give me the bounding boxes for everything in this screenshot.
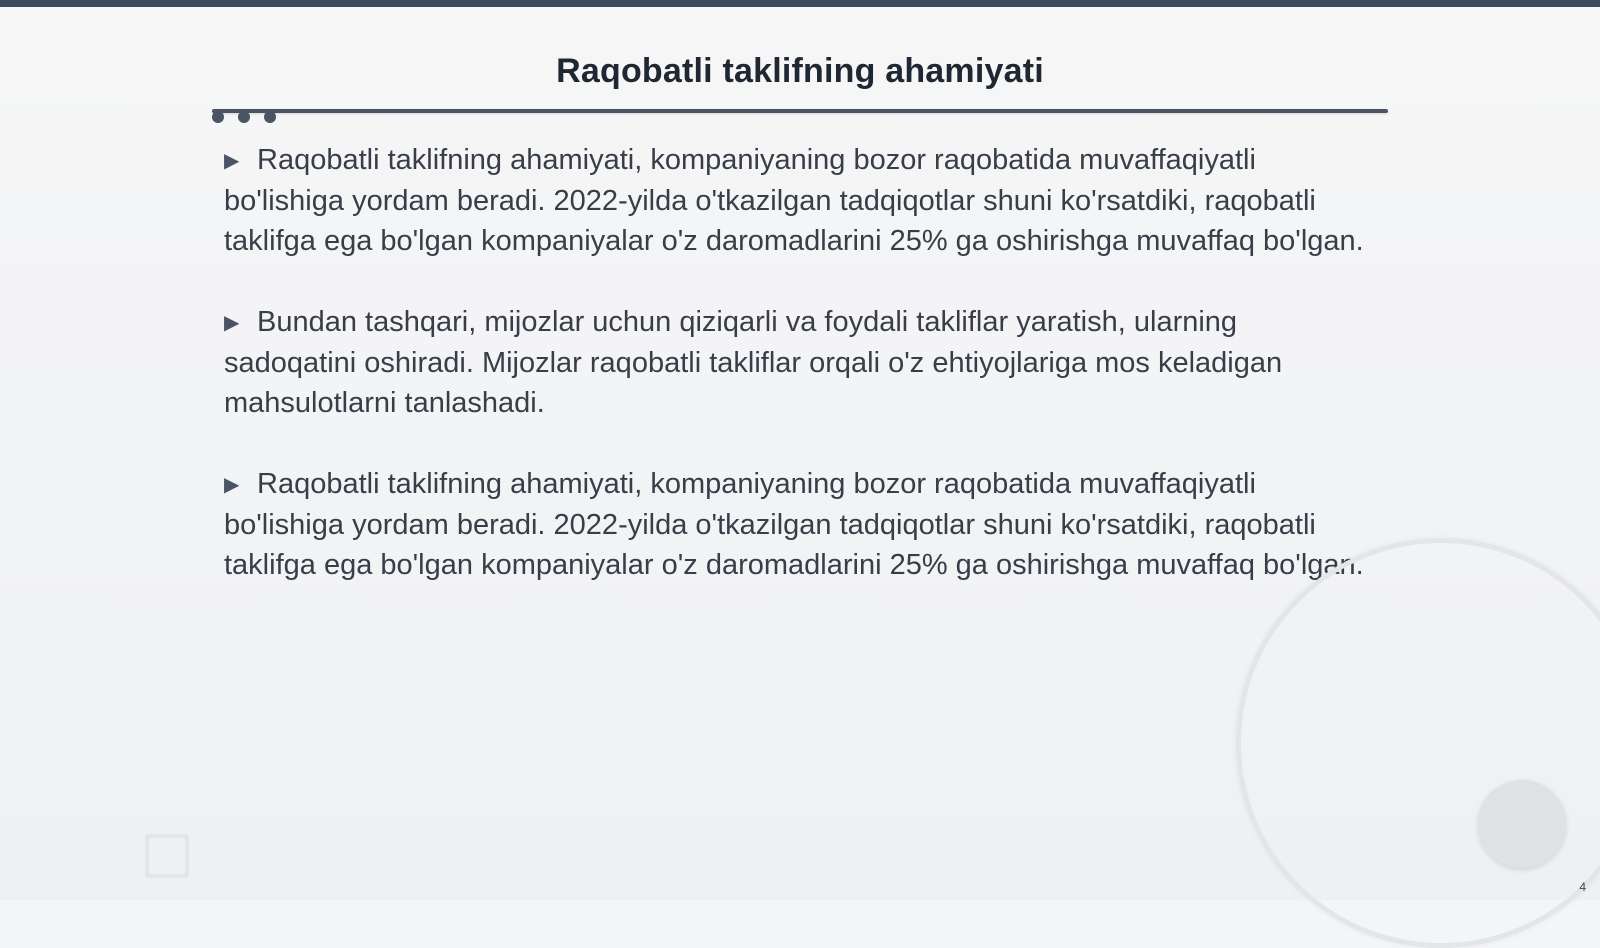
slide-title: Raqobatli taklifning ahamiyati: [556, 52, 1044, 90]
bullet-paragraph: [224, 140, 1364, 261]
decorative-circle: [1478, 780, 1566, 868]
title-divider: [212, 109, 1388, 113]
paragraph-text: Raqobatli taklifning ahamiyati, kompaniyaning bozor raqobatida muvaffaqiyatli bo'lishiga yordam beradi. 2022-yilda o'tkazilgan tadqiqotlar shuni ko'rsatdiki, raqobatli taklifga ega bo'lgan kompaniyalar o'z daromadlarini 25% ga oshirishga muvaffaq bo'lgan.: [224, 144, 1364, 257]
divider-dot-icon: [264, 111, 276, 123]
top-accent-bar: [0, 0, 1600, 7]
slide-body: [224, 140, 1364, 626]
triangle-bullet-icon: ▶: [224, 150, 240, 172]
divider-dot-icon: [238, 111, 250, 123]
paragraph-text: Bundan tashqari, mijozlar uchun qiziqarli va foydali takliflar yaratish, ularning sadoqatini oshiradi. Mijozlar raqobatli takliflar orqali o'z ehtiyojlariga mos keladigan mahsulotlarni tanlashadi.: [224, 306, 1283, 419]
paragraph-text: Raqobatli taklifning ahamiyati, kompaniyaning bozor raqobatida muvaffaqiyatli bo'lishiga yordam beradi. 2022-yilda o'tkazilgan tadqiqotlar shuni ko'rsatdiki, raqobatli taklifga ega bo'lgan kompaniyalar o'z daromadlarini 25% ga oshirishga muvaffaq bo'lgan.: [224, 468, 1364, 581]
bullet-paragraph: [224, 464, 1364, 585]
bullet-paragraph: [224, 302, 1364, 423]
triangle-bullet-icon: ▶: [224, 312, 240, 334]
triangle-bullet-icon: ▶: [224, 474, 240, 496]
divider-dot-icon: [212, 111, 224, 123]
decorative-square: [145, 834, 189, 878]
page-number: 4: [1579, 880, 1586, 894]
